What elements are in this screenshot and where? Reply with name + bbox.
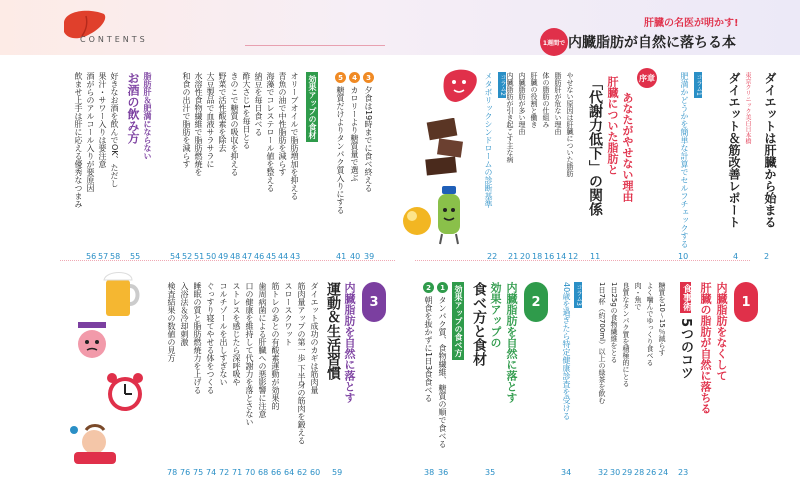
toc-item: オリーブオイルで脂肪増加を抑える xyxy=(290,72,299,200)
column-title: 肥満かどうかを簡単な計算でセルフチェックする xyxy=(680,72,689,248)
page-number: 4 xyxy=(733,252,739,261)
toc-item: 水溶性食物繊維で脂肪燃焼を xyxy=(194,72,203,176)
page-number: 32 xyxy=(598,468,609,477)
chapter-title-line1: 内臓脂肪を自然に落とす xyxy=(343,282,356,403)
toc-item: 体の脂肪の仕組み xyxy=(542,72,550,128)
column-label: コラム3 xyxy=(575,284,582,306)
page-number: 41 xyxy=(336,252,347,261)
beer-icon xyxy=(100,268,140,320)
toc-item: 睡眠の質と脂肪燃焼力を上げる xyxy=(193,282,202,394)
page-number: 59 xyxy=(332,468,343,477)
report-title: ダイエット＆筋改善レポート xyxy=(727,72,741,228)
alcohol-title-line1: 脂肪肝＆肥満にならない xyxy=(143,72,152,160)
toc-item: 糖質を10〜15％減らす xyxy=(658,282,666,356)
page-number: 70 xyxy=(245,468,256,477)
column-title: メタボリックシンドロームの診断基準 xyxy=(484,72,493,208)
intro-title-line1: あなたがやせない理由 xyxy=(621,92,634,202)
column-label: コラム2 xyxy=(499,74,506,96)
page-number: 45 xyxy=(266,252,277,261)
toc-item: よく噛んでゆっくり食べる xyxy=(646,282,654,366)
contents-label: CONTENTS xyxy=(80,35,148,44)
toc-item: 飲ませ上手は肝に応える優秀なつまみ xyxy=(74,72,83,208)
toc-item: 好きなお酒を飲んでOK、ただし xyxy=(110,72,119,188)
toc-item: 酢大さじ1を毎日とる xyxy=(242,72,251,150)
toc-item: きのこで糖質の吸収を抑える xyxy=(230,72,239,176)
page-number: 57 xyxy=(98,252,109,261)
page-number: 56 xyxy=(86,252,97,261)
toc-item: 朝食を抜かずに1日3食食べる xyxy=(424,296,433,403)
page-number: 76 xyxy=(180,468,191,477)
chapter-title-line3: 食べ方と食材 xyxy=(471,282,487,366)
toc-item: コルチゾールを出しすぎない xyxy=(219,282,228,386)
page-number: 62 xyxy=(297,468,308,477)
page-number: 11 xyxy=(590,252,601,261)
toc-item: 入浴法＆冷却刺激 xyxy=(180,282,189,346)
page-number: 47 xyxy=(242,252,253,261)
page-number: 2 xyxy=(764,252,770,261)
header-rule xyxy=(245,45,385,46)
liver-character-icon xyxy=(440,66,480,108)
toc-item: 酒がらのアルコール入りが要原因 xyxy=(86,72,95,192)
page-number: 21 xyxy=(508,252,519,261)
page-number: 23 xyxy=(678,468,689,477)
toc-item: 海藻でコレステロール値を整える xyxy=(266,72,275,192)
toc-item: 筋トレのあとの有酸素運動が効果的 xyxy=(271,282,280,410)
page-number: 74 xyxy=(206,468,217,477)
toc-item: 筋肉量アップの第一歩 下半身の筋肉を鍛える xyxy=(297,282,306,445)
page-number: 66 xyxy=(271,468,282,477)
toc-item: 肉・魚で xyxy=(634,282,642,310)
column-title: 40歳を過ぎたら特定健康診査を受ける xyxy=(562,282,571,421)
toc-item: ストレスを感じたら深呼吸や xyxy=(232,282,241,386)
toc-item: 夕食は19時までに食べ終える xyxy=(364,86,373,193)
toc-item: 歯周病菌による肝臓への悪影響に注意 xyxy=(258,282,267,418)
item-number-badge: 2 xyxy=(423,282,434,293)
page-number: 10 xyxy=(678,252,689,261)
page-number: 35 xyxy=(485,468,496,477)
page-number: 48 xyxy=(230,252,241,261)
page-number: 64 xyxy=(284,468,295,477)
report-kicker: 東京クリニック美白日本橋 xyxy=(744,72,751,144)
page-number: 58 xyxy=(110,252,121,261)
page-number: 18 xyxy=(532,252,543,261)
chapter-title-line2: 運動＆生活習慣 xyxy=(325,282,341,380)
header-kicker: 肝臓の名医が明かす! xyxy=(644,18,739,29)
page-number: 16 xyxy=(544,252,555,261)
page-number: 49 xyxy=(218,252,229,261)
item-number-badge: 5 xyxy=(335,72,346,83)
toc-item: やせない原因は肝臓についた脂肪 xyxy=(566,72,574,177)
page-number: 39 xyxy=(364,252,375,261)
toc-item: スロースクワット xyxy=(284,282,293,346)
page-number: 50 xyxy=(206,252,217,261)
item-number-badge: 1 xyxy=(437,282,448,293)
page-number: 54 xyxy=(170,252,181,261)
toc-item: 肝臓の役割と働き xyxy=(530,72,538,128)
page-number: 68 xyxy=(258,468,269,477)
chapter-title-line2: 効果アップの xyxy=(489,282,502,348)
column-label: コラム1 xyxy=(695,74,702,96)
chapter-badge: 3 xyxy=(362,282,386,322)
page-number: 14 xyxy=(556,252,567,261)
toc-item: 野菜で活性酸素を除去 xyxy=(218,72,227,152)
header-title: 内臓脂肪が自然に落ちる本 xyxy=(568,35,736,51)
chapter-badge: 1 xyxy=(734,282,758,322)
page-number: 72 xyxy=(219,468,230,477)
sleeping-character-icon xyxy=(68,424,122,468)
page-number: 12 xyxy=(568,252,579,261)
toc-item: タンパク質、食物繊維、糖質の順で食べる xyxy=(438,296,447,448)
alarm-clock-icon xyxy=(104,370,146,416)
chapter-badge: 2 xyxy=(524,282,548,322)
capsule-icon xyxy=(400,204,434,238)
toc-item: 1日25gの食物繊維をとる xyxy=(610,282,618,363)
toc-item: 口の健康を維持して代謝力を落とさない xyxy=(245,282,254,426)
page-number: 26 xyxy=(646,468,657,477)
intro-title-line3: 「代謝力低下」の関係 xyxy=(587,76,603,216)
toc-item: 果汁・サワー入りは要注意 xyxy=(98,72,107,168)
page-number: 60 xyxy=(310,468,321,477)
chapter-title-line2: 肝臓の脂肪が自然に落ちる xyxy=(699,282,712,414)
chapter-title-line1: 内臓脂肪をなくして xyxy=(715,282,728,381)
page-number: 29 xyxy=(622,468,633,477)
page-number: 20 xyxy=(520,252,531,261)
chapter-subtitle-2: 5つのコツ xyxy=(678,318,693,380)
alcohol-title-line2: お酒の飲み方 xyxy=(126,72,140,144)
lead-title: ダイエットは肝臓から始まる xyxy=(763,72,777,228)
page-number: 22 xyxy=(487,252,498,261)
item-number-badge: 4 xyxy=(349,72,360,83)
page-number: 52 xyxy=(182,252,193,261)
page-number: 44 xyxy=(278,252,289,261)
character-icon xyxy=(70,320,114,368)
toc-item: 青魚の油で中性脂肪を減らす xyxy=(278,72,287,176)
page-number: 55 xyxy=(130,252,141,261)
divider xyxy=(415,260,750,261)
page-number: 75 xyxy=(193,468,204,477)
bottle-character-icon xyxy=(432,186,466,246)
toc-item: 大豆製品で血液サラサラに xyxy=(206,72,215,168)
item-number-badge: 3 xyxy=(363,72,374,83)
toc-item: 納豆を毎日食べる xyxy=(254,72,263,136)
toc-item: ダイエット成功のカギは筋肉量 xyxy=(310,282,319,394)
header-badge: 1週間で xyxy=(540,28,568,56)
toc-item: 検査結果の数値の見方 xyxy=(167,282,176,362)
page-number: 51 xyxy=(194,252,205,261)
page-number: 71 xyxy=(232,468,243,477)
page-number: 36 xyxy=(438,468,449,477)
toc-item: 内臓脂肪が引き起こす主な病 xyxy=(506,72,514,163)
chocolate-icon xyxy=(424,118,466,178)
toc-item: 良質なタンパク質を積極的にとる xyxy=(622,282,630,387)
toc-item: 和食の出汁で脂肪を減らす xyxy=(182,72,191,168)
toc-item: 糖質だけよりタンパク質入りにする xyxy=(336,86,345,214)
page-number: 34 xyxy=(561,468,572,477)
page-number: 28 xyxy=(634,468,645,477)
chapter-subtitle: 食事術 xyxy=(681,284,691,311)
toc-item: 脂肪肝が危ない理由 xyxy=(554,72,562,135)
page-number: 30 xyxy=(610,468,621,477)
page-number: 40 xyxy=(350,252,361,261)
intro-title-line2: 肝臓についた脂肪と xyxy=(606,76,619,175)
toc-item: 1日7杯（約700ml）以上の緑茶を飲む xyxy=(598,282,606,405)
section-tag: 効果アップの食べ方 xyxy=(452,282,464,360)
section-tag: 効果アップの食材 xyxy=(306,72,318,142)
toc-item: 内臓脂肪が多い理由 xyxy=(518,72,526,135)
toc-item: ぐっすり寝てやせる体をつくる xyxy=(206,282,215,394)
page-number: 46 xyxy=(254,252,265,261)
page-number: 43 xyxy=(290,252,301,261)
page-number: 24 xyxy=(658,468,669,477)
divider xyxy=(60,260,395,261)
page-number: 38 xyxy=(424,468,435,477)
toc-item: カロリーより糖質量で選ぶ xyxy=(350,86,359,182)
chapter-title-line1: 内臓脂肪を自然に落とす xyxy=(505,282,518,403)
intro-badge: 序章 xyxy=(637,68,657,88)
page-number: 78 xyxy=(167,468,178,477)
